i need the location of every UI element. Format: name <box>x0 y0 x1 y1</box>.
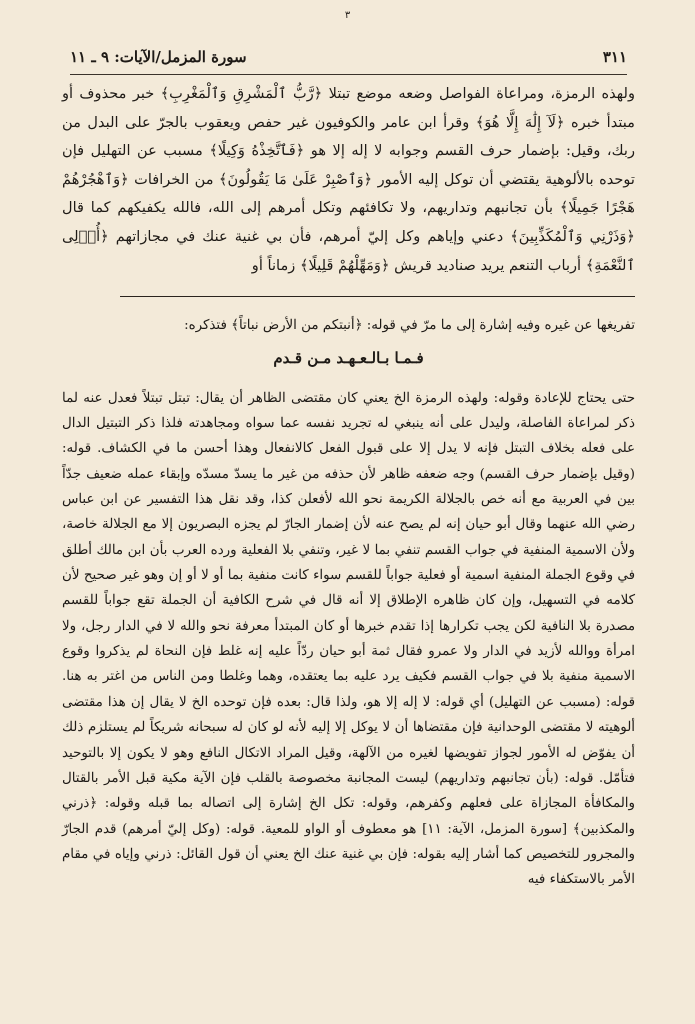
page-header <box>70 44 627 75</box>
surah-title: سورة المزمل/الآيات: ٩ ـ ١١ <box>70 48 247 66</box>
main-text <box>62 80 635 280</box>
commentary <box>62 313 635 893</box>
corner-mark: ٣ <box>344 10 351 21</box>
commentary-paragraph: حتى يحتاج للإعادة وقوله: ولهذه الرمزة الخ يعني كان مقتضى الظاهر أن يقال: تبتل تبتلاً فعدل عنه لما ذكر لمراعاة الفاصلة، وليدل على أنه ينبغي له تجريد نفسه عما سواه ومجاهدته فلذا ذكر التبتيل الدال على فعله بخلاف التبتل فإنه لا يدل إلا على قبول الفعل كالانفعال وهذا أحسن ما في الكشاف. قوله: (وقيل بإضمار حرف القسم) وجه ضعفه ظاهر لأن حذفه من غير ما يسدّ مسدّه وإبقاء عمله ضعيف جدّاً بين في العربية مع أنه خص بالجلالة الكريمة نحو الله لأفعلن كذا، وقد نقل هذا التفسير عن ابن عباس رضي الله عنهما وقال أبو حيان إنه لم يصح عنه لأن إضمار الجارّ لم يجزه البصريون إلا مع الجلالة خاصة، ولأن الاسمية المنفية في جواب القسم تنفي بما لا غير، وتنفي بلا الفعلية ورده العرب بأن ابن مالك أطلق في وقوع الجملة المنفية اسمية أو فعلية جواباً للقسم سواء كانت منفية بما أو لا أو إن وهو غير صحيح لأن كلامه في التسهيل، وإن كان ظاهره الإطلاق إلا أنه قال في شرح الكافية أن الجملة تقع جواباً للقسم مصدرة بلا النافية لكن يجب تكرارها إذا تقدم خبرها أو كان المبتدأ معرفة نحو والله لا في الدار رجل، ولا امرأة ووالله لأزيد في الدار ولا عمرو فقال ثمة أبو حيان ردّاً عليه إنه غلط فإن النحاة لم يذكروا وقوع الاسمية منفية بلا في جواب القسم فكيف يرد عليه بما يعتقده، وهما وغلطا ومن الناس من اغتر به هنا. قوله: (مسبب عن التهليل) أي قوله: لا إله إلا هو، ولذا قال: بعده فإن توحده الخ لا يقال إن هذا مقتضى ألوهيته لا مقتضى الوحدانية فإن مقتضاها أن لا يوكل إلا إليه لأنه لو كان له سبحانه شريكاً لم يستلزم ذلك أن يفوّض له الأمور لجواز تفويضها لغيره من الآلهة، وقيل المراد الاتكال النافع وهو لا يكون إلا بالتوحيد فتأمّل. قوله: (بأن تجانبهم وتداريهم) ليست المجانبة مخصوصة بالقلب فإن الآية مكية قبل الأمر بالقتال والمكافأة المجازاة على فعلهم وكفرهم، وقوله: تكل الخ إشارة إلى اتصاله بما قبله وقوله: ﴿ذرني والمكذبين﴾ [سورة المزمل، الآية: ١١] هو معطوف أو الواو للمعية. قوله: (وكل إليّ أمرهم) قدم الجارّ والمجرور للتخصيص كما أشار إليه بقوله: فإن بي غنية عنك الخ يعني أن قول القائل: ذرني وإياه في مقام الأمر بالاستكفاء فيه <box>62 390 635 888</box>
section-divider <box>120 296 635 297</box>
verse-line: فـمـا بـالـعـهـد مـن قـدم <box>273 349 424 368</box>
main-paragraph: ولهذه الرمزة، ومراعاة الفواصل وضعه موضع تبتلا ﴿رَّبُّ ٱلْمَشْرِقِ وَٱلْمَغْرِبِ﴾ خبر محذوف أو مبتدأ خبره ﴿لَآ إِلَٰهَ إِلَّا هُوَ﴾ وقرأ ابن عامر والكوفيون غير حفص ويعقوب بالجرّ على البدل من ربك، وقيل: بإضمار حرف القسم وجوابه لا إله إلا هو ﴿فَٱتَّخِذْهُ وَكِيلًا﴾ مسبب عن التهليل فإن توحده بالألوهية يقتضي أن توكل إليه الأمور ﴿وَٱصْبِرْ عَلَىٰ مَا يَقُولُونَ﴾ من الخرافات ﴿وَٱهْجُرْهُمْ هَجْرًا جَمِيلًا﴾ بأن تجانبهم وتداريهم، ولا تكافئهم وتكل أمرهم إلى الله، فالله يكفيكهم كما قال ﴿وَذَرْنِي وَٱلْمُكَذِّبِينَ﴾ دعني وإياهم وكل إليّ أمرهم، فأن بي غنية عنك في مجازاتهم ﴿أُو۟لِى ٱلنَّعْمَةِ﴾ أرباب التنعم يريد صناديد قريش ﴿وَمَهِّلْهُمْ قَلِيلًا﴾ زماناً أو <box>62 85 635 274</box>
page-number: ٣١١ <box>602 48 627 66</box>
commentary-lead: تفريغها عن غيره وفيه إشارة إلى ما مرّ في قوله: ﴿أنبتكم من الأرض نباتاً﴾ فتذكره: <box>184 318 635 333</box>
